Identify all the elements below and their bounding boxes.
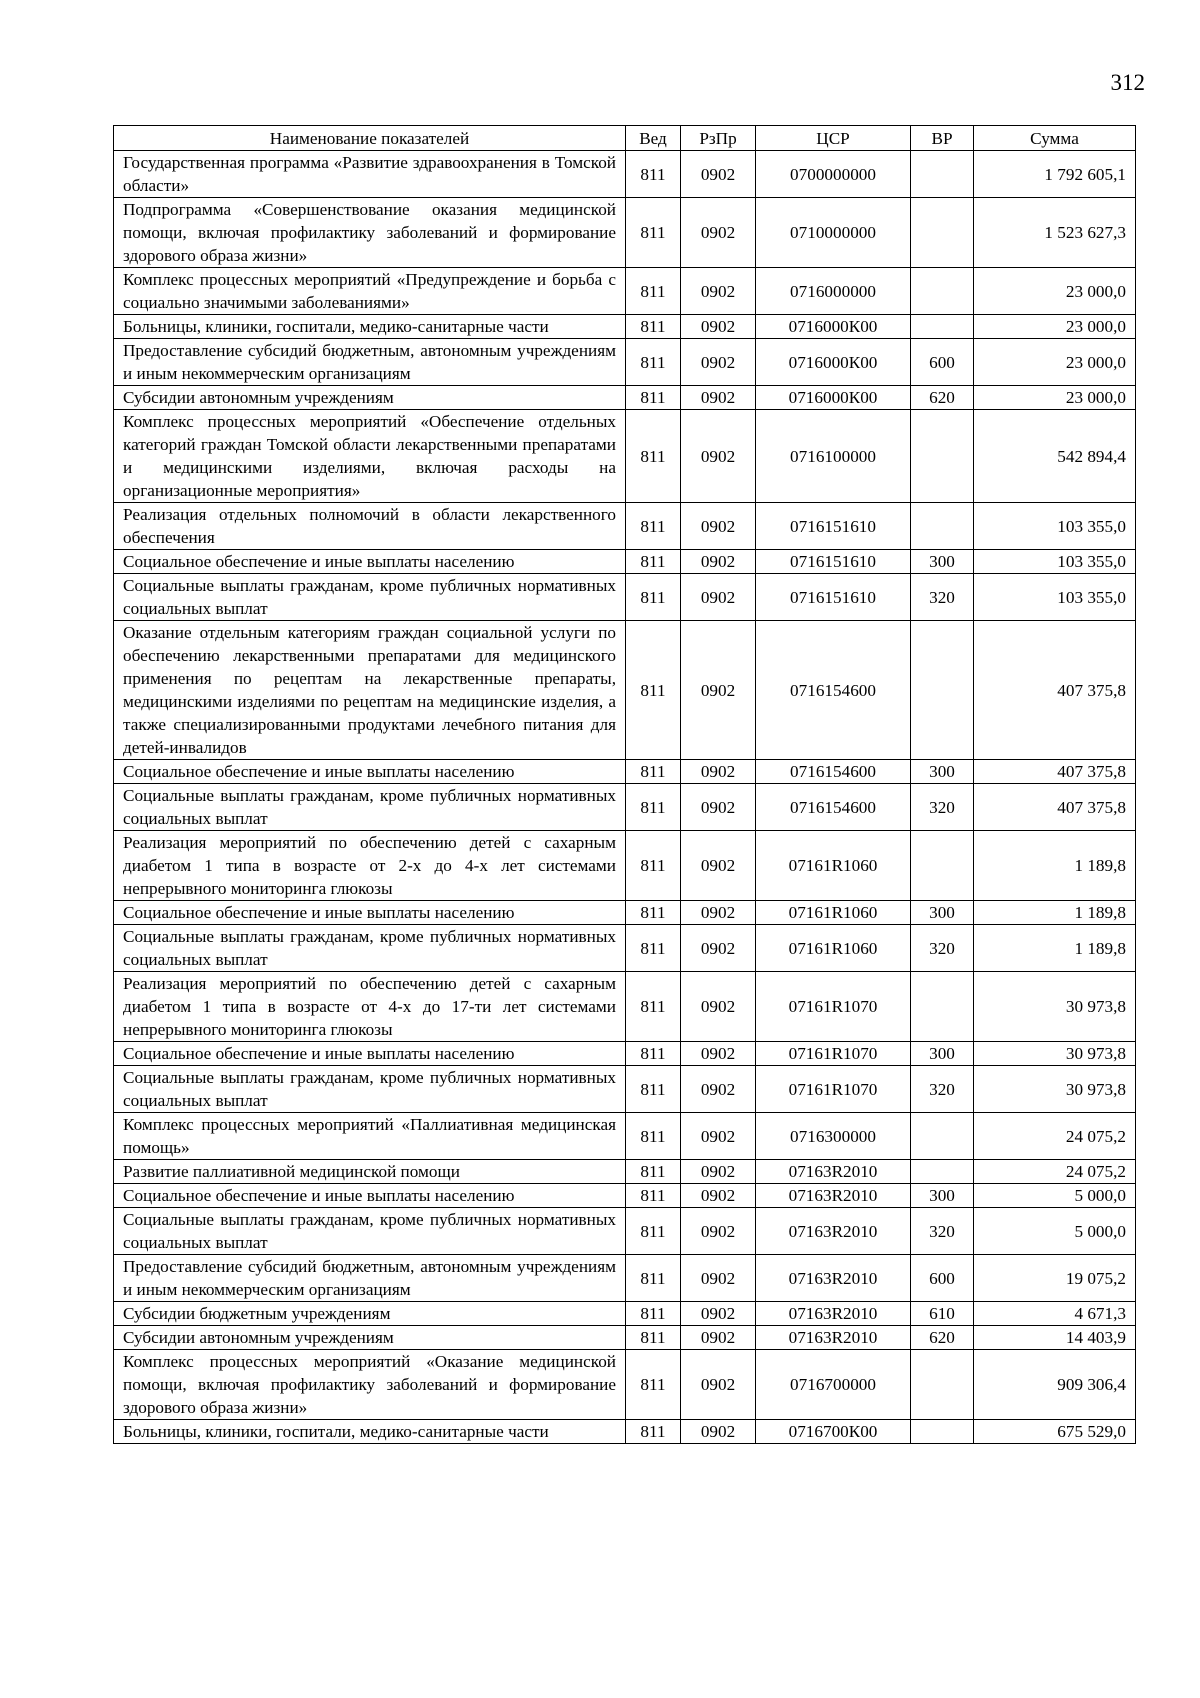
cell-sum: 407 375,8 xyxy=(974,760,1136,784)
cell-csr: 0716700К00 xyxy=(756,1420,911,1444)
cell-vr xyxy=(911,1113,974,1160)
table-row xyxy=(114,386,1136,410)
cell-rzpr: 0902 xyxy=(681,1160,756,1184)
cell-sum: 1 189,8 xyxy=(974,901,1136,925)
cell-ved: 811 xyxy=(626,550,681,574)
table-header-row xyxy=(114,126,1136,151)
cell-csr: 0716154600 xyxy=(756,621,911,760)
cell-sum: 1 189,8 xyxy=(974,831,1136,901)
table-row xyxy=(114,831,1136,901)
cell-rzpr: 0902 xyxy=(681,1326,756,1350)
cell-ved: 811 xyxy=(626,1160,681,1184)
cell-ved: 811 xyxy=(626,1326,681,1350)
cell-vr xyxy=(911,1420,974,1444)
cell-vr: 320 xyxy=(911,925,974,972)
table-row xyxy=(114,925,1136,972)
cell-ved: 811 xyxy=(626,621,681,760)
table-row xyxy=(114,1208,1136,1255)
cell-name: Комплекс процессных мероприятий «Предупреждение и борьба с социально значимыми заболеваниями» xyxy=(114,268,626,315)
cell-sum: 23 000,0 xyxy=(974,339,1136,386)
cell-rzpr: 0902 xyxy=(681,550,756,574)
cell-csr: 0716154600 xyxy=(756,784,911,831)
cell-rzpr: 0902 xyxy=(681,410,756,503)
cell-csr: 0716000000 xyxy=(756,268,911,315)
cell-rzpr: 0902 xyxy=(681,925,756,972)
table-row xyxy=(114,1066,1136,1113)
cell-ved: 811 xyxy=(626,901,681,925)
cell-ved: 811 xyxy=(626,386,681,410)
cell-rzpr: 0902 xyxy=(681,268,756,315)
cell-name: Социальное обеспечение и иные выплаты населению xyxy=(114,1184,626,1208)
cell-name: Субсидии автономным учреждениям xyxy=(114,1326,626,1350)
header-vr: ВР xyxy=(911,126,974,151)
cell-name: Социальное обеспечение и иные выплаты населению xyxy=(114,760,626,784)
cell-rzpr: 0902 xyxy=(681,315,756,339)
cell-sum: 24 075,2 xyxy=(974,1160,1136,1184)
cell-vr: 620 xyxy=(911,386,974,410)
cell-csr: 07161R1060 xyxy=(756,831,911,901)
cell-vr: 300 xyxy=(911,550,974,574)
cell-sum: 19 075,2 xyxy=(974,1255,1136,1302)
cell-ved: 811 xyxy=(626,198,681,268)
cell-rzpr: 0902 xyxy=(681,386,756,410)
cell-rzpr: 0902 xyxy=(681,1184,756,1208)
cell-vr: 300 xyxy=(911,1042,974,1066)
header-csr: ЦСР xyxy=(756,126,911,151)
cell-sum: 675 529,0 xyxy=(974,1420,1136,1444)
table-row xyxy=(114,410,1136,503)
cell-sum: 23 000,0 xyxy=(974,268,1136,315)
table-body xyxy=(114,151,1136,1444)
table-row xyxy=(114,1184,1136,1208)
cell-ved: 811 xyxy=(626,1042,681,1066)
header-name: Наименование показателей xyxy=(114,126,626,151)
cell-vr xyxy=(911,315,974,339)
cell-sum: 1 523 627,3 xyxy=(974,198,1136,268)
cell-ved: 811 xyxy=(626,925,681,972)
cell-ved: 811 xyxy=(626,1208,681,1255)
cell-rzpr: 0902 xyxy=(681,1255,756,1302)
cell-vr xyxy=(911,268,974,315)
cell-csr: 0716700000 xyxy=(756,1350,911,1420)
cell-ved: 811 xyxy=(626,151,681,198)
table-row xyxy=(114,621,1136,760)
header-rzpr: РзПр xyxy=(681,126,756,151)
cell-ved: 811 xyxy=(626,339,681,386)
cell-ved: 811 xyxy=(626,503,681,550)
table-row xyxy=(114,901,1136,925)
cell-name: Подпрограмма «Совершенствование оказания медицинской помощи, включая профилактику заболеваний и формирование здорового образа жизни» xyxy=(114,198,626,268)
cell-sum: 407 375,8 xyxy=(974,621,1136,760)
cell-name: Социальные выплаты гражданам, кроме публичных нормативных социальных выплат xyxy=(114,784,626,831)
cell-sum: 103 355,0 xyxy=(974,574,1136,621)
cell-sum: 4 671,3 xyxy=(974,1302,1136,1326)
cell-vr xyxy=(911,151,974,198)
cell-ved: 811 xyxy=(626,1255,681,1302)
cell-name: Реализация мероприятий по обеспечению детей с сахарным диабетом 1 типа в возрасте от 2-х до 4-х лет системами непрерывного мониторинга глюкозы xyxy=(114,831,626,901)
table-row xyxy=(114,550,1136,574)
table-row xyxy=(114,1160,1136,1184)
cell-csr: 07161R1060 xyxy=(756,925,911,972)
cell-rzpr: 0902 xyxy=(681,1350,756,1420)
cell-ved: 811 xyxy=(626,1420,681,1444)
cell-rzpr: 0902 xyxy=(681,621,756,760)
cell-ved: 811 xyxy=(626,831,681,901)
cell-name: Предоставление субсидий бюджетным, автономным учреждениям и иным некоммерческим организациям xyxy=(114,1255,626,1302)
cell-csr: 0700000000 xyxy=(756,151,911,198)
cell-vr: 610 xyxy=(911,1302,974,1326)
cell-rzpr: 0902 xyxy=(681,574,756,621)
cell-ved: 811 xyxy=(626,1302,681,1326)
cell-rzpr: 0902 xyxy=(681,1420,756,1444)
table-row xyxy=(114,1350,1136,1420)
table-row xyxy=(114,784,1136,831)
cell-rzpr: 0902 xyxy=(681,1208,756,1255)
cell-csr: 07161R1060 xyxy=(756,901,911,925)
cell-sum: 407 375,8 xyxy=(974,784,1136,831)
table-row xyxy=(114,1255,1136,1302)
cell-rzpr: 0902 xyxy=(681,1113,756,1160)
cell-csr: 0716300000 xyxy=(756,1113,911,1160)
table-row xyxy=(114,1302,1136,1326)
cell-sum: 24 075,2 xyxy=(974,1113,1136,1160)
cell-rzpr: 0902 xyxy=(681,198,756,268)
cell-name: Социальные выплаты гражданам, кроме публичных нормативных социальных выплат xyxy=(114,925,626,972)
cell-sum: 542 894,4 xyxy=(974,410,1136,503)
cell-name: Субсидии автономным учреждениям xyxy=(114,386,626,410)
cell-ved: 811 xyxy=(626,315,681,339)
cell-ved: 811 xyxy=(626,1184,681,1208)
cell-sum: 103 355,0 xyxy=(974,550,1136,574)
cell-sum: 23 000,0 xyxy=(974,315,1136,339)
cell-rzpr: 0902 xyxy=(681,1302,756,1326)
cell-csr: 07163R2010 xyxy=(756,1255,911,1302)
cell-csr: 07163R2010 xyxy=(756,1184,911,1208)
cell-sum: 14 403,9 xyxy=(974,1326,1136,1350)
cell-csr: 07161R1070 xyxy=(756,1042,911,1066)
budget-table xyxy=(113,125,1136,1444)
cell-vr: 320 xyxy=(911,784,974,831)
cell-name: Реализация мероприятий по обеспечению детей с сахарным диабетом 1 типа в возрасте от 4-х до 17-ти лет системами непрерывного мониторинга глюкозы xyxy=(114,972,626,1042)
cell-csr: 07163R2010 xyxy=(756,1326,911,1350)
cell-vr xyxy=(911,198,974,268)
cell-name: Социальные выплаты гражданам, кроме публичных нормативных социальных выплат xyxy=(114,574,626,621)
cell-ved: 811 xyxy=(626,410,681,503)
cell-csr: 0716000К00 xyxy=(756,386,911,410)
cell-csr: 0716100000 xyxy=(756,410,911,503)
cell-name: Социальные выплаты гражданам, кроме публичных нормативных социальных выплат xyxy=(114,1208,626,1255)
table-row xyxy=(114,972,1136,1042)
cell-csr: 07163R2010 xyxy=(756,1160,911,1184)
cell-sum: 1 189,8 xyxy=(974,925,1136,972)
cell-name: Предоставление субсидий бюджетным, автономным учреждениям и иным некоммерческим организациям xyxy=(114,339,626,386)
cell-csr: 07163R2010 xyxy=(756,1208,911,1255)
cell-csr: 07163R2010 xyxy=(756,1302,911,1326)
cell-ved: 811 xyxy=(626,784,681,831)
cell-sum: 5 000,0 xyxy=(974,1184,1136,1208)
cell-vr: 300 xyxy=(911,760,974,784)
cell-ved: 811 xyxy=(626,1113,681,1160)
cell-rzpr: 0902 xyxy=(681,831,756,901)
cell-vr: 300 xyxy=(911,1184,974,1208)
cell-rzpr: 0902 xyxy=(681,972,756,1042)
cell-name: Социальные выплаты гражданам, кроме публичных нормативных социальных выплат xyxy=(114,1066,626,1113)
table-row xyxy=(114,339,1136,386)
cell-sum: 30 973,8 xyxy=(974,972,1136,1042)
table-row xyxy=(114,198,1136,268)
header-ved: Вед xyxy=(626,126,681,151)
cell-ved: 811 xyxy=(626,760,681,784)
cell-csr: 07161R1070 xyxy=(756,972,911,1042)
cell-ved: 811 xyxy=(626,1066,681,1113)
cell-name: Больницы, клиники, госпитали, медико-санитарные части xyxy=(114,315,626,339)
table-row xyxy=(114,268,1136,315)
cell-rzpr: 0902 xyxy=(681,503,756,550)
cell-sum: 5 000,0 xyxy=(974,1208,1136,1255)
cell-rzpr: 0902 xyxy=(681,1042,756,1066)
cell-vr: 600 xyxy=(911,1255,974,1302)
cell-vr xyxy=(911,972,974,1042)
cell-ved: 811 xyxy=(626,1350,681,1420)
cell-sum: 1 792 605,1 xyxy=(974,151,1136,198)
cell-name: Комплекс процессных мероприятий «Паллиативная медицинская помощь» xyxy=(114,1113,626,1160)
cell-name: Комплекс процессных мероприятий «Оказание медицинской помощи, включая профилактику заболеваний и формирование здорового образа жизни» xyxy=(114,1350,626,1420)
cell-rzpr: 0902 xyxy=(681,151,756,198)
cell-vr: 600 xyxy=(911,339,974,386)
cell-rzpr: 0902 xyxy=(681,901,756,925)
cell-rzpr: 0902 xyxy=(681,784,756,831)
cell-rzpr: 0902 xyxy=(681,1066,756,1113)
table-row xyxy=(114,1326,1136,1350)
cell-name: Больницы, клиники, госпитали, медико-санитарные части xyxy=(114,1420,626,1444)
cell-name: Реализация отдельных полномочий в области лекарственного обеспечения xyxy=(114,503,626,550)
cell-sum: 23 000,0 xyxy=(974,386,1136,410)
cell-ved: 811 xyxy=(626,574,681,621)
cell-csr: 0716151610 xyxy=(756,503,911,550)
cell-vr: 320 xyxy=(911,1066,974,1113)
table-row xyxy=(114,760,1136,784)
cell-sum: 30 973,8 xyxy=(974,1042,1136,1066)
cell-name: Социальное обеспечение и иные выплаты населению xyxy=(114,550,626,574)
cell-vr xyxy=(911,831,974,901)
cell-name: Комплекс процессных мероприятий «Обеспечение отдельных категорий граждан Томской области лекарственными препаратами и медицинскими изделиями, включая расходы на организационные мероприятия» xyxy=(114,410,626,503)
cell-ved: 811 xyxy=(626,268,681,315)
cell-vr: 320 xyxy=(911,1208,974,1255)
cell-ved: 811 xyxy=(626,972,681,1042)
cell-sum: 30 973,8 xyxy=(974,1066,1136,1113)
cell-name: Государственная программа «Развитие здравоохранения в Томской области» xyxy=(114,151,626,198)
cell-csr: 0710000000 xyxy=(756,198,911,268)
cell-vr xyxy=(911,1160,974,1184)
table-row xyxy=(114,574,1136,621)
cell-name: Оказание отдельным категориям граждан социальной услуги по обеспечению лекарственными препаратами для медицинского применения по рецептам на лекарственные препараты, медицинскими изделиями по рецептам на медицинские изделия, а также специализированными продуктами лечебного питания для детей-инвалидов xyxy=(114,621,626,760)
cell-rzpr: 0902 xyxy=(681,760,756,784)
cell-csr: 0716151610 xyxy=(756,550,911,574)
table-row xyxy=(114,1420,1136,1444)
table-row xyxy=(114,1113,1136,1160)
cell-vr: 300 xyxy=(911,901,974,925)
cell-csr: 0716000К00 xyxy=(756,339,911,386)
cell-vr: 620 xyxy=(911,1326,974,1350)
cell-csr: 0716151610 xyxy=(756,574,911,621)
cell-sum: 909 306,4 xyxy=(974,1350,1136,1420)
cell-name: Социальное обеспечение и иные выплаты населению xyxy=(114,901,626,925)
cell-name: Развитие паллиативной медицинской помощи xyxy=(114,1160,626,1184)
cell-vr xyxy=(911,1350,974,1420)
cell-vr xyxy=(911,503,974,550)
cell-csr: 0716154600 xyxy=(756,760,911,784)
cell-vr: 320 xyxy=(911,574,974,621)
cell-sum: 103 355,0 xyxy=(974,503,1136,550)
cell-name: Субсидии бюджетным учреждениям xyxy=(114,1302,626,1326)
cell-vr xyxy=(911,621,974,760)
cell-name: Социальное обеспечение и иные выплаты населению xyxy=(114,1042,626,1066)
cell-csr: 0716000К00 xyxy=(756,315,911,339)
header-sum: Сумма xyxy=(974,126,1136,151)
table-row xyxy=(114,315,1136,339)
page-number: 312 xyxy=(1110,70,1145,95)
table-row xyxy=(114,503,1136,550)
cell-vr xyxy=(911,410,974,503)
table-row xyxy=(114,1042,1136,1066)
cell-rzpr: 0902 xyxy=(681,339,756,386)
cell-csr: 07161R1070 xyxy=(756,1066,911,1113)
table-row xyxy=(114,151,1136,198)
